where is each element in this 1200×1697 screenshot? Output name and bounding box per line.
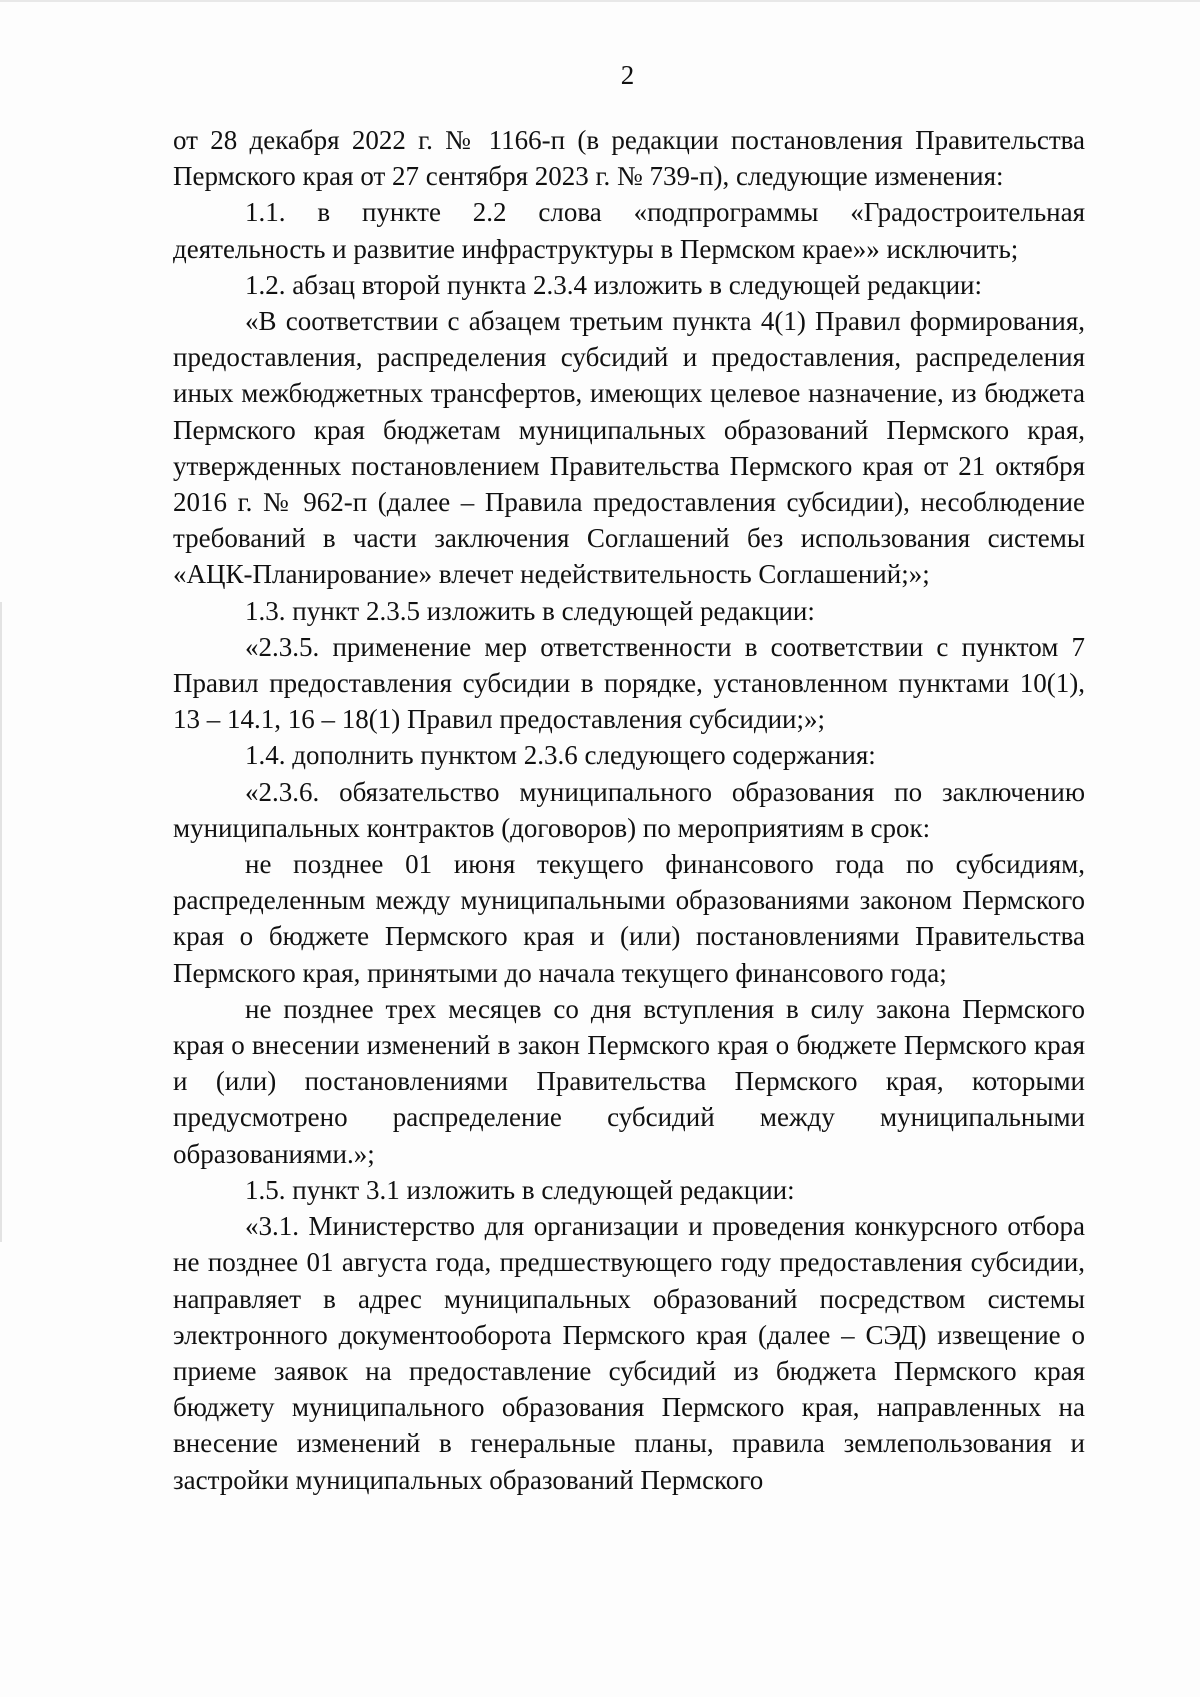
paragraph-1-2: 1.2. абзац второй пункта 2.3.4 изложить в следующей редакции: — [245, 269, 982, 300]
paragraph-1-4: 1.4. дополнить пунктом 2.3.6 следующего содержания: — [245, 740, 876, 771]
scan-edge — [0, 602, 2, 1242]
paragraph-quote-2-3-4: «В соответствии с абзацем третьим пункта 4(1) Правил формирования, предоставления, распределения субсидий и предоставления, распределения иных межбюджетных трансфертов, имеющих целевое назначение, из бюджета Пермского края бюджетам муниципальных образований Пермского края, утвержденных постановлением Правительства Пермского края от 21 октября 2016 г. № 962-п (далее – Правила предоставления субсидии), несоблюдение требований в части заключения Соглашений без использования системы «АЦК-Планирование» влечет недействительность Соглашений;»; — [173, 306, 1085, 590]
paragraph-1-5: 1.5. пункт 3.1 изложить в следующей редакции: — [245, 1174, 795, 1205]
paragraph-intro: от 28 декабря 2022 г. № 1166-п (в редакции постановления Правительства Пермского края от 27 сентября 2023 г. № 739-п), следующие изменения: — [173, 125, 1085, 192]
paragraph-quote-3-1: «3.1. Министерство для организации и проведения конкурсного отбора не позднее 01 августа года, предшествующего году предоставления субсидии, направляет в адрес муниципальных образований посредством системы электронного документооборота Пермского края (далее – СЭД) извещение о приеме заявок на предоставление субсидий из бюджета Пермского края бюджету муниципального образования Пермского края, направленных на внесение изменений в генеральные планы, правила землепользования и застройки муниципальных образований Пермского — [173, 1211, 1085, 1495]
paragraph-quote-2-3-5: «2.3.5. применение мер ответственности в соответствии с пунктом 7 Правил предоставления субсидии в порядке, установленном пунктами 10(1), 13 – 14.1, 16 – 18(1) Правил предоставления субсидии;»; — [173, 631, 1085, 735]
paragraph-deadline-three-months: не позднее трех месяцев со дня вступления в силу закона Пермского края о внесении изменений в закон Пермского края о бюджете Пермского края и (или) постановлениями Правительства Пермского края, которыми предусмотрено распределение субсидий между муниципальными образованиями.»; — [173, 993, 1085, 1169]
paragraph-quote-2-3-6: «2.3.6. обязательство муниципального образования по заключению муниципальных контрактов (договоров) по мероприятиям в срок: — [173, 776, 1085, 843]
paragraph-1-1: 1.1. в пункте 2.2 слова «подпрограммы «Градостроительная деятельность и развитие инфраструктуры в Пермском крае»» исключить; — [173, 197, 1085, 264]
page-number: 2 — [620, 60, 635, 90]
paragraph-deadline-june: не позднее 01 июня текущего финансового года по субсидиям, распределенным между муниципальными образованиями законом Пермского края о бюджете Пермского края и (или) постановлениями Правительства Пермского края, принятыми до начала текущего финансового года; — [173, 849, 1085, 988]
document-body — [173, 122, 1085, 1498]
paragraph-1-3: 1.3. пункт 2.3.5 изложить в следующей редакции: — [245, 595, 815, 626]
